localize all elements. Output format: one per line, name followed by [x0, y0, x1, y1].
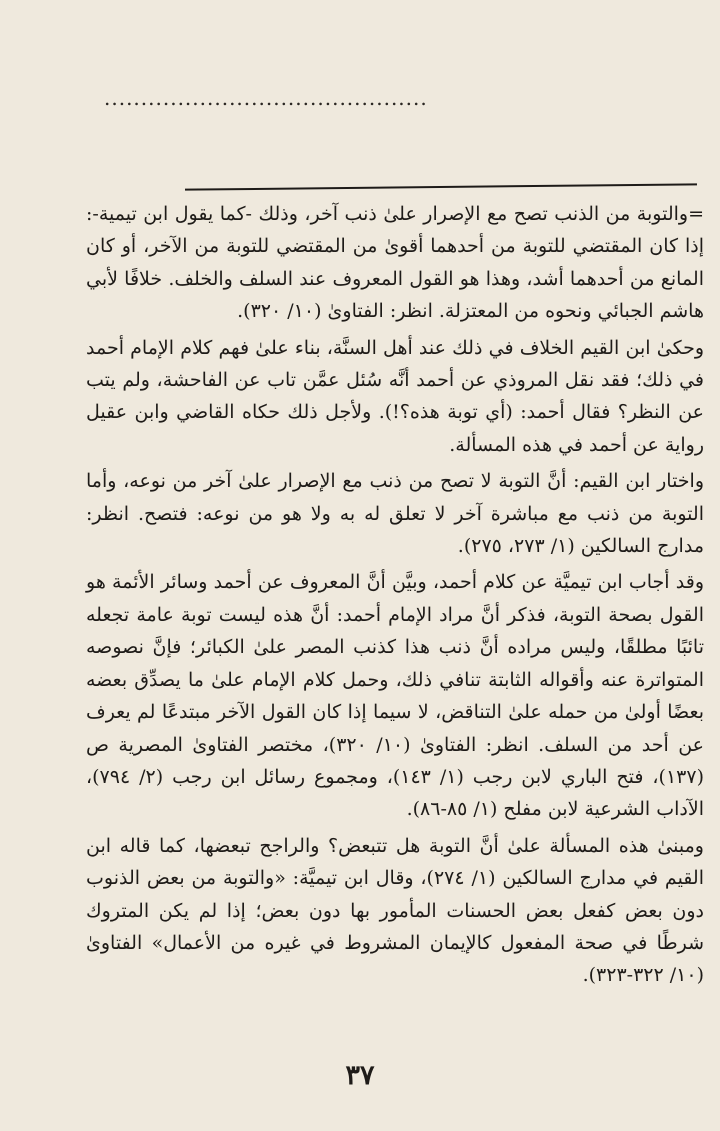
footnote-paragraph: واختار ابن القيم: أنَّ التوبة لا تصح من ذنب مع الإصرار علىٰ آخر من نوعه، وأما التوبة من ذنب مع مباشرة آخر لا تعلق له به ولا هو من نوعه: فتصح. انظر: مدارج السالكين (١/ ٢٧٣، ٢٧٥). [86, 470, 704, 558]
footnote-paragraph: وقد أجاب ابن تيميَّة عن كلام أحمد، وبيَّن أنَّ المعروف عن أحمد وسائر الأئمة هو القول بصحة التوبة، فذكر أنَّ مراد الإمام أحمد: أنَّ هذه ليست توبة عامة تجعله تائبًا مطلقًا، وليس مراده أنَّ ذنب هذا كذنب المصر علىٰ الكبائر؛ فإنَّ نصوصه المتواترة عنه وأقواله الثابتة تنافي ذلك، وحمل كلام الإمام علىٰ ما يصدِّق بعضه بعضًا أولىٰ من حمله علىٰ التناقض، لا سيما إذا كان القول الآخر مبتدعًا لم يعرف عن أحد من السلف. انظر: الفتاوىٰ (١٠/ ٣٢٠)، مختصر الفتاوىٰ المصرية ص (١٣٧)، فتح الباري لابن رجب (١/ ١٤٣)، ومجموع رسائل ابن رجب (٢/ ٧٩٤)، الآداب الشرعية لابن مفلح (١/ ٨٥-٨٦). [86, 571, 705, 821]
footnote-paragraph: ومبنىٰ هذه المسألة علىٰ أنَّ التوبة هل تتبعض؟ والراجح تبعضها، كما قاله ابن القيم في مدارج السالكين (١/ ٢٧٤)، وقال ابن تيميَّة: «والتوبة من بعض الذنوب دون بعض كفعل بعض الحسنات المأمور بها دون بعض؛ إذا لم يكن المتروك شرطًا في صحة المفعول كالإيمان المشروط في غيره من الأعمال» الفتاوىٰ (١٠/ ٣٢٢-٣٢٣). [86, 834, 704, 987]
footnote-paragraph: وحكىٰ ابن القيم الخلاف في ذلك عند أهل السنَّة، بناء علىٰ فهم كلام الإمام أحمد في ذلك؛ فقد نقل المروذي عن أحمد أنَّه سُئل عمَّن تاب عن الفاحشة، ولم يتب عن النظر؟ فقال أحمد: (أي توبة هذه؟!). ولأجل ذلك حكاه القاضي وابن عقيل رواية عن أحمد في هذه المسألة. [86, 336, 704, 456]
footnote-paragraph: =والتوبة من الذنب تصح مع الإصرار علىٰ ذنب آخر، وذلك -كما يقول ابن تيمية-: إذا كان المقتضي للتوبة من أحدهما أقوىٰ من المقتضي للتوبة من الآخر، أو كان المانع من أحدهما أشد، وهذا هو القول المعروف عند السلف والخلف. خلافًا لأبي هاشم الجبائي ونحوه من المعتزلة. انظر: الفتاوىٰ (١٠/ ٣٢٠). [86, 203, 704, 323]
header-dotted-line: ............................................ [104, 86, 428, 110]
footnotes-block [86, 198, 704, 996]
footnote-separator-rule [185, 183, 697, 190]
page-number: ٣٧ [345, 1060, 375, 1091]
